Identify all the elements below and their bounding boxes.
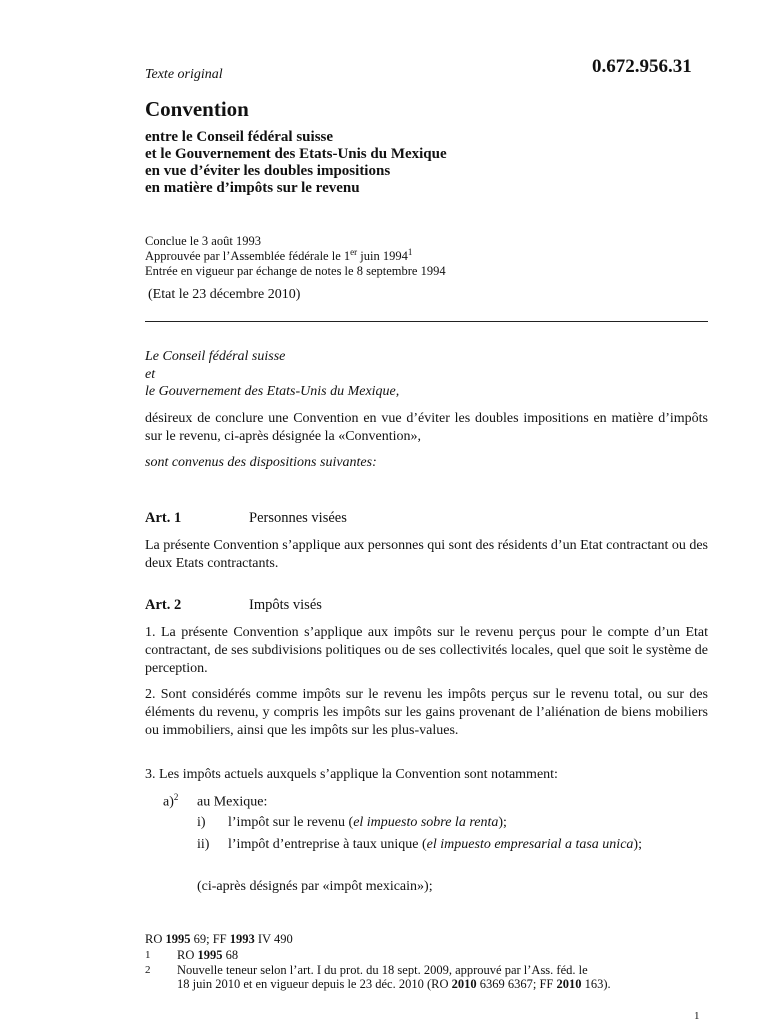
footnote-2 [145, 963, 611, 991]
ref-year: 1995 [165, 932, 191, 946]
ref-text: RO [177, 948, 198, 962]
ref-text: 163). [581, 977, 611, 991]
article-2-heading [145, 597, 322, 614]
article-1-text: La présente Convention s’applique aux personnes qui sont des résidents d’un Etat contractant ou des deux Etats contractants. [145, 538, 708, 571]
contracting-parties [145, 348, 399, 401]
document-title: Convention [145, 97, 249, 121]
article-2-paragraph-3: 3. Les impôts actuels auxquels s’applique la Convention sont notamment: [145, 767, 558, 782]
footnote-line [177, 977, 611, 991]
status-date: (Etat le 23 décembre 2010) [148, 287, 301, 302]
ref-year: 2010 [451, 977, 477, 991]
subtitle-line: entre le Conseil fédéral suisse [145, 129, 334, 145]
list-label [163, 792, 197, 811]
article-number: Art. 1 [145, 510, 182, 526]
list-item-a [163, 792, 267, 811]
document-subtitle [145, 129, 447, 197]
party-switzerland: Le Conseil fédéral suisse [145, 349, 286, 364]
original-text-label: Texte original [145, 67, 223, 82]
article-title: Impôts visés [249, 597, 322, 613]
official-compilation-reference [145, 932, 293, 947]
footnote-ref[interactable]: 1 [407, 246, 413, 257]
list-letter: a) [163, 794, 174, 810]
ref-year: 2010 [556, 977, 582, 991]
list-text-start: l’impôt d’entreprise à taux unique ( [228, 837, 427, 852]
subtitle-line: et le Gouvernement des Etats-Unis du Mexique [145, 146, 447, 162]
list-item-i [197, 815, 507, 831]
footnote-text [177, 948, 238, 962]
ref-text: 18 juin 2010 et en vigueur depuis le 23 déc. 2010 (RO [177, 977, 452, 991]
document-reference-number: 0.672.956.31 [592, 56, 692, 77]
list-label: i) [197, 815, 206, 830]
footnote-ref[interactable]: 2 [173, 792, 179, 802]
list-text-end: ); [498, 815, 507, 830]
ref-text: RO [145, 932, 166, 946]
footnote-1 [145, 948, 238, 962]
list-text [228, 815, 507, 830]
entry-into-force-date: Entrée en vigueur par échange de notes le 8 septembre 1994 [145, 264, 446, 278]
ref-year: 1995 [197, 948, 223, 962]
article-title: Personnes visées [249, 510, 347, 526]
ref-year: 1993 [229, 932, 255, 946]
ref-text: 68 [222, 948, 239, 962]
list-item-note: (ci-après désignés par «impôt mexicain»); [197, 879, 433, 894]
article-number: Art. 2 [145, 597, 182, 613]
article-2-paragraph-2: 2. Sont considérés comme impôts sur le revenu les impôts perçus sur le revenu total, ou sur des éléments du revenu, y compris les impôts sur les gains provenant de l’aliénation de biens mobiliers ou immobiliers, ainsi que les impôts sur les plus-values. [145, 687, 708, 738]
preamble-agreement: sont convenus des dispositions suivantes: [145, 455, 377, 470]
list-text: au Mexique: [197, 794, 268, 810]
ref-text: 69; FF [190, 932, 230, 946]
concluded-date: Conclue le 3 août 1993 [145, 234, 261, 248]
divider [145, 321, 708, 322]
party-conjunction: et [145, 366, 156, 382]
approved-text-end: juin 1994 [357, 249, 408, 263]
approved-date [145, 246, 446, 264]
list-label: ii) [197, 837, 210, 852]
list-text-end: ); [633, 837, 642, 852]
subtitle-line: en vue d’éviter les doubles impositions [145, 163, 391, 179]
footnote-text [177, 963, 611, 991]
footnote-line: Nouvelle teneur selon l’art. I du prot. du 18 sept. 2009, approuvé par l’Ass. féd. le [177, 963, 588, 977]
footnote-number: 2 [145, 964, 151, 976]
spanish-term: el impuesto sobre la renta [353, 815, 499, 830]
page-number: 1 [694, 1010, 700, 1022]
preamble-paragraph: désireux de conclure une Convention en vue d’éviter les doubles impositions en matière d’impôts sur le revenu, ci-après désignée la «Convention», [145, 411, 708, 444]
ref-text: 6369 6367; FF [476, 977, 557, 991]
article-1-heading [145, 510, 347, 527]
approved-text: Approuvée par l’Assemblée fédérale le 1 [145, 249, 351, 263]
list-text-start: l’impôt sur le revenu ( [228, 815, 354, 830]
article-2-paragraph-1: 1. La présente Convention s’applique aux impôts sur le revenu perçus pour le compte d’un Etat contractant, de ses subdivisions politiques ou de ses collectivités locales, quel que soit le système de perception. [145, 625, 708, 676]
ref-text: IV 490 [254, 932, 293, 946]
spanish-term: el impuesto empresarial a tasa unica [426, 837, 634, 852]
list-text [228, 836, 708, 854]
list-item-ii [197, 836, 708, 854]
document-dates [145, 234, 446, 279]
subtitle-line: en matière d’impôts sur le revenu [145, 180, 360, 196]
party-mexico: le Gouvernement des Etats-Unis du Mexique, [145, 384, 400, 399]
approved-superscript: er [350, 246, 358, 257]
footnote-number: 1 [145, 949, 151, 961]
